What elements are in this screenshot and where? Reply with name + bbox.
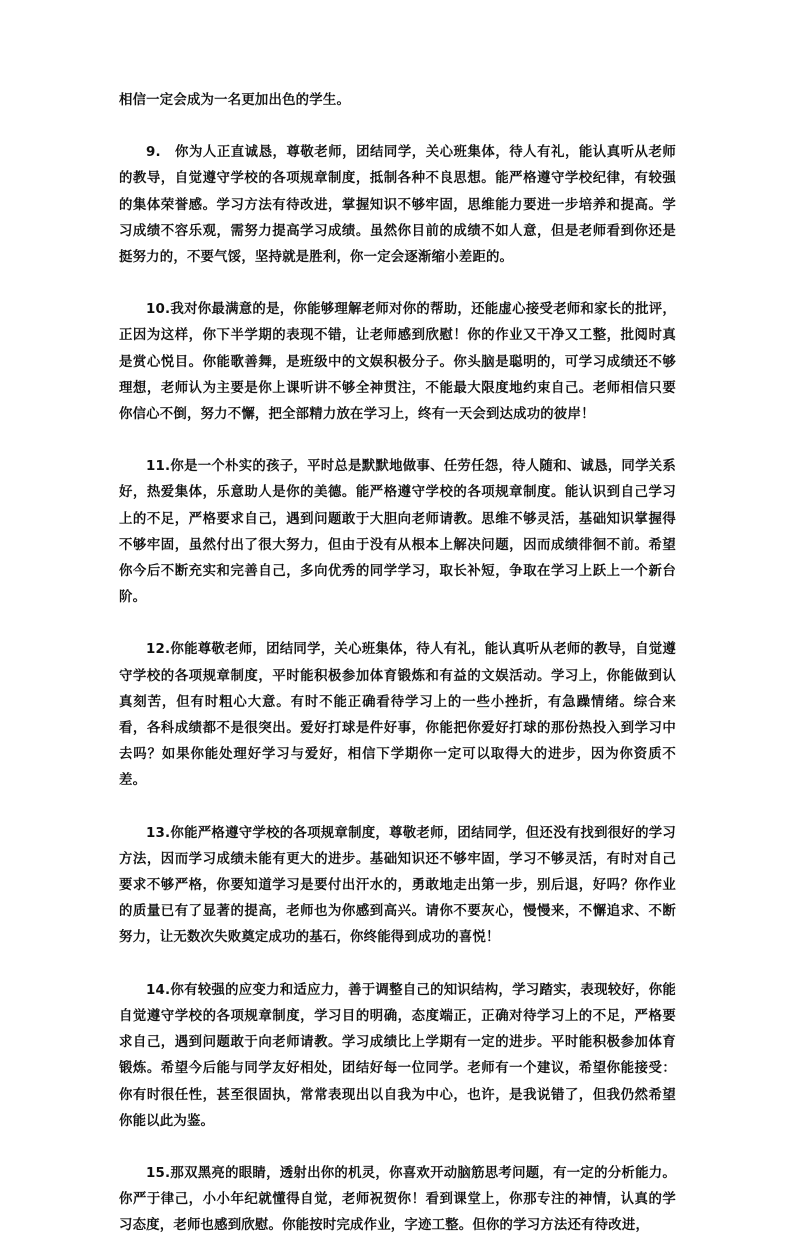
comment-paragraph-14: 14.你有较强的应变力和适应力，善于调整自己的知识结构，学习踏实，表现较好，你能自觉遵守学校的各项规章制度，学习目的明确，态度端正，正确对待学习上的不足，严格要求自己，遇到问题敢于向老师请教。学习成绩比上学期有一定的进步。平时能积极参加体育锻炼。希望今后能与同学友好相处，团结好每一位同学。老师有一个建议，希望你能接受：你有时很任性，甚至很固执，常常表现出以自我为中心，也许，是我说错了，但我仍然希望你能以此为鉴。 [119,982,676,1129]
paragraph-gap [119,952,676,978]
paragraph-gap [119,611,676,637]
comment-paragraph-9: 9. 你为人正直诚恳，尊敬老师，团结同学，关心班集体，待人有礼，能认真听从老师的教导，自觉遵守学校的各项规章制度，抵制各种不良思想。能严格遵守学校纪律，有较强的集体荣誉感。学习方法有待改进，掌握知识不够牢固，思维能力要进一步培养和提高。学习成绩不容乐观，需努力提高学习成绩。虽然你目前的成绩不如人意，但是老师看到你还是挺努力的，不要气馁，坚持就是胜利，你一定会逐渐缩小差距的。 [119,145,676,266]
comment-paragraph-10: 10.我对你最满意的是，你能够理解老师对你的帮助，还能虚心接受老师和家长的批评，正因为这样，你下半学期的表现不错，让老师感到欣慰！你的作业又干净又工整，批阅时真是赏心悦目。你能歌善舞，是班级中的文娱积极分子。你头脑是聪明的，可学习成绩还不够理想，老师认为主要是你上课听讲不够全神贯注，不能最大限度地约束自己。老师相信只要你信心不倒，努力不懈，把全部精力放在学习上，终有一天会到达成功的彼岸！ [119,302,676,423]
comment-paragraph-12: 12.你能尊敬老师，团结同学，关心班集体，待人有礼，能认真听从老师的教导，自觉遵守学校的各项规章制度，平时能积极参加体育锻炼和有益的文娱活动。学习上，你能做到认真刻苦，但有时粗心大意。有时不能正确看待学习上的一些小挫折，有急躁情绪。综合来看，各科成绩都不是很突出。爱好打球是件好事，你能把你爱好打球的那份热投入到学习中去吗？如果你能处理好学习与爱好，相信下学期你一定可以取得大的进步，因为你资质不差。 [119,642,676,789]
comment-paragraph-13: 13.你能严格遵守学校的各项规章制度，尊敬老师，团结同学，但还没有找到很好的学习方法，因而学习成绩未能有更大的进步。基础知识还不够牢固，学习不够灵活，有时对自己要求不够严格，你要知道学习是要付出汗水的，勇敢地走出第一步，别后退，好吗？你作业的质量已有了显著的提高，老师也为你感到高兴。请你不要灰心，慢慢来，不懈追求、不断努力，让无数次失败奠定成功的基石，你终能得到成功的喜悦！ [119,825,676,946]
paragraph-gap [119,1135,676,1161]
paragraph-gap [119,271,676,297]
paragraph-gap [119,114,676,140]
comment-paragraph-11: 11.你是一个朴实的孩子，平时总是默默地做事、任劳任怨，待人随和、诚恳，同学关系好，热爱集体，乐意助人是你的美德。能严格遵守学校的各项规章制度。能认识到自己学习上的不足，严格要求自己，遇到问题敢于大胆向老师请教。思维不够灵活，基础知识掌握得不够牢固，虽然付出了很大努力，但由于没有从根本上解决问题，因而成绩徘徊不前。希望你今后不断充实和完善自己，多向优秀的同学学习，取长补短，争取在学习上跃上一个新台阶。 [119,459,676,606]
document-page [119,88,676,1240]
paragraph-gap [119,428,676,454]
paragraph-gap [119,795,676,821]
paragraph-continuation: 相信一定会成为一名更加出色的学生。 [119,93,351,108]
comment-paragraph-15: 15.那双黑亮的眼睛，透射出你的机灵，你喜欢开动脑筋思考问题，有一定的分析能力。你严于律己，小小年纪就懂得自觉，老师祝贺你！看到课堂上，你那专注的神情，认真的学习态度，老师也感到欣慰。你能按时完成作业，字迹工整。但你的学习方法还有待改进， [119,1165,676,1234]
